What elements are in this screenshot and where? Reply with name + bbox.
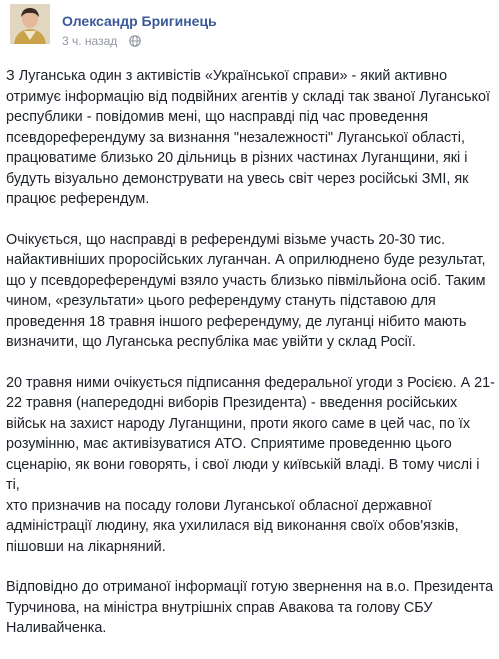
post-timestamp-link[interactable]: 3 ч. назад <box>62 34 118 48</box>
author-name-link[interactable]: Олександр Бригинець <box>62 13 217 29</box>
post-paragraph: 20 травня ними очікується підписання федеральної угоди з Росією. А 21- 22 травня (напередодні виборів Президента) - введення російських військ на захист народу Луганщини, проти якого саме в цей час, по їх розумінню, має активізуватися АТО. Сприятиме проведенню цього сценарію, як вони говорять, і свої люди у київській владі. В тому числі і ті, хто призначив на посаду голови Луганської обласної державної адміністрації людину, яка ухилилася від виконання своїх обов'язків, пішовши на лікарняний. <box>6 374 495 555</box>
author-avatar[interactable] <box>10 4 50 44</box>
globe-icon[interactable] <box>129 35 141 50</box>
post-paragraph: З Луганська один з активістів «Української справи» - який активно отримує інформацію від подвійних агентів у складі так званої Луганської республики - повідомив мені, що насправді під час проведення псевдореферендуму за визнання "незалежності" Луганської області, працюватиме близько 20 дільниць в різних частинах Луганщини, які і будуть візуально демонструвати на увесь світ через російські ЗМІ, як працює референдум. <box>6 68 490 207</box>
post-header <box>10 4 490 52</box>
post-paragraph: Очікується, що насправді в референдумі візьме участь 20-30 тис. найактивніших проросійських луганчан. А оприлюднено буде результат, що у псевдореферендумі взяло участь близько півмільйона осіб. Таким чином, «результати» цього референдуму стануть підставою для проведення 18 травня іншого референдуму, де луганці нібито мають визначити, що Луганська республіка має увійти у склад Росії. <box>6 231 486 350</box>
post-body <box>6 66 496 659</box>
post-meta <box>62 34 141 50</box>
post-paragraph: Відповідно до отриманої інформації готую звернення на в.о. Президента Турчинова, на міністра внутрішніх справ Авакова та голову СБУ Наливайченка. <box>6 579 494 636</box>
avatar-image <box>10 4 50 44</box>
